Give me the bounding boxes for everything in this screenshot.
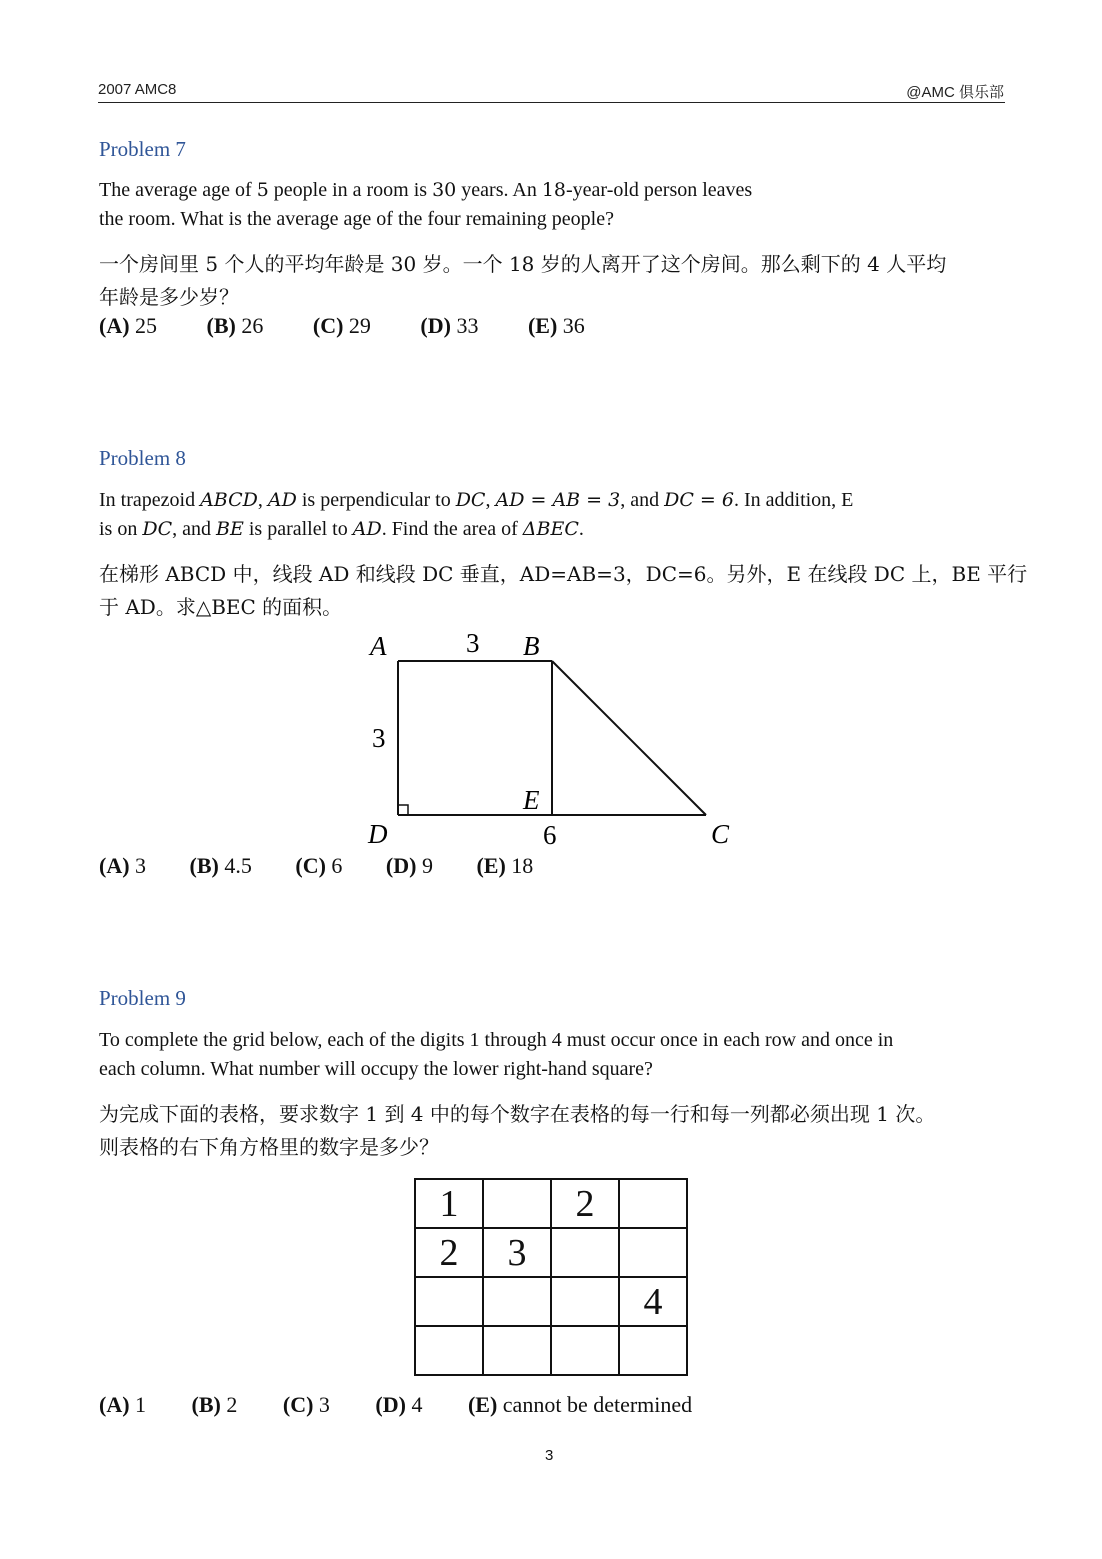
problem-text-en	[99, 176, 752, 205]
answer-choice[interactable]: (C) 29	[312, 313, 371, 338]
label-bottom-length: 6	[543, 820, 557, 850]
text-segment: ,	[257, 489, 268, 511]
header-left: 2007 AMC8	[98, 81, 177, 98]
label-B: B	[523, 631, 540, 661]
math-expr: ABCD	[200, 489, 258, 511]
problem-text-zh: 为完成下面的表格，要求数字 1 到 4 中的每个数字在表格的每一行和每一列都必须出现 1 次。	[99, 1102, 936, 1126]
answer-choice[interactable]: (E) 36	[527, 313, 585, 338]
problem-title: Problem 8	[99, 446, 186, 470]
text-segment: -year-old person leaves	[566, 179, 753, 201]
math-number: 30	[432, 179, 457, 201]
trapezoid-figure	[360, 625, 750, 855]
text-segment: . Find the area of	[381, 518, 523, 540]
problem-text-zh: 于 AD。求△BEC 的面积。	[99, 595, 343, 619]
math-number: 18	[541, 179, 567, 201]
grid-cell	[415, 1277, 483, 1326]
answer-choices	[99, 1392, 692, 1418]
math-expr: ΔBEC	[522, 518, 579, 540]
answer-choice[interactable]: (A) 3	[99, 853, 147, 878]
grid-cell: 2	[551, 1179, 619, 1228]
text-segment: , and	[172, 518, 217, 540]
math-expr: DC = 6	[664, 489, 734, 511]
answer-choice[interactable]: (B) 4.5	[189, 853, 252, 878]
grid-row	[415, 1228, 687, 1277]
grid-cell	[551, 1228, 619, 1277]
text-segment: ,	[485, 489, 496, 511]
grid-cell	[551, 1326, 619, 1375]
grid-cell	[619, 1179, 687, 1228]
answer-choice[interactable]: (D) 4	[375, 1392, 423, 1417]
label-A: A	[370, 631, 387, 661]
problem-text-en: the room. What is the average age of the four remaining people?	[99, 208, 614, 230]
grid-cell	[415, 1326, 483, 1375]
answer-choice[interactable]: (C) 6	[295, 853, 343, 878]
answer-choice[interactable]: (B) 26	[206, 313, 264, 338]
text-segment: years. An	[456, 179, 542, 201]
text-segment: is perpendicular to	[296, 489, 456, 511]
grid-row	[415, 1326, 687, 1375]
problem-text-en	[99, 515, 584, 544]
answer-choice[interactable]: (E) 18	[476, 853, 534, 878]
text-segment: The average age of	[99, 179, 257, 201]
problem-title: Problem 9	[99, 986, 186, 1010]
grid-cell: 2	[415, 1228, 483, 1277]
label-left-length: 3	[372, 723, 386, 753]
text-segment: . In addition, E	[733, 489, 854, 511]
problem-text-zh: 年龄是多少岁？	[99, 285, 239, 309]
answer-choice[interactable]: (A) 25	[99, 313, 158, 338]
right-angle-mark	[398, 805, 408, 815]
grid-cell	[619, 1228, 687, 1277]
label-C: C	[711, 819, 730, 849]
grid-cell	[551, 1277, 619, 1326]
math-number: 5	[256, 179, 269, 201]
segment-BC	[552, 661, 706, 815]
grid-cell	[483, 1179, 551, 1228]
problem-text-en: To complete the grid below, each of the digits 1 through 4 must occur once in each row and once in	[99, 1029, 894, 1051]
grid-cell: 3	[483, 1228, 551, 1277]
answer-choice[interactable]: (A) 1	[99, 1392, 147, 1417]
grid-cell	[619, 1326, 687, 1375]
answer-choice[interactable]: (E) cannot be determined	[467, 1392, 693, 1417]
problem-text-en: each column. What number will occupy the lower right-hand square?	[99, 1058, 653, 1080]
math-expr: BE	[216, 518, 244, 540]
answer-choice[interactable]: (D) 9	[385, 853, 433, 878]
answer-choice[interactable]: (D) 33	[420, 313, 479, 338]
answer-choice[interactable]: (B) 2	[191, 1392, 238, 1417]
problem-text-zh: 则表格的右下角方格里的数字是多少？	[99, 1135, 439, 1159]
page-number: 3	[545, 1447, 554, 1464]
math-expr: DC	[455, 489, 486, 511]
text-segment: is on	[99, 518, 143, 540]
problem-text-zh: 一个房间里 5 个人的平均年龄是 30 岁。一个 18 岁的人离开了这个房间。那么剩下的 4 人平均	[99, 252, 947, 276]
header-right: @AMC 俱乐部	[906, 84, 1004, 101]
label-top-length: 3	[466, 628, 480, 658]
grid-cell: 4	[619, 1277, 687, 1326]
grid-row	[415, 1179, 687, 1228]
answer-choice[interactable]: (C) 3	[282, 1392, 330, 1417]
problem-text-en	[99, 486, 853, 515]
text-segment: , and	[620, 489, 665, 511]
math-expr: DC	[142, 518, 173, 540]
answer-choices	[99, 853, 571, 879]
text-segment: In trapezoid	[99, 489, 201, 511]
grid-cell	[483, 1326, 551, 1375]
grid-cell: 1	[415, 1179, 483, 1228]
label-E: E	[523, 785, 540, 815]
math-expr: AD	[267, 489, 297, 511]
math-expr: AD	[352, 518, 382, 540]
problem-title: Problem 7	[99, 137, 186, 161]
text-segment: is parallel to	[243, 518, 353, 540]
grid-cell	[483, 1277, 551, 1326]
problem-text-zh: 在梯形 ABCD 中，线段 AD 和线段 DC 垂直，AD=AB=3，DC=6。另外，E 在线段 DC 上，BE 平行	[99, 562, 1028, 586]
text-segment: people in a room is	[268, 179, 433, 201]
text-segment: .	[578, 518, 584, 540]
digit-grid	[414, 1178, 688, 1376]
header-rule	[98, 102, 1005, 103]
answer-choices	[99, 313, 629, 339]
math-expr: AD = AB = 3	[495, 489, 621, 511]
label-D: D	[368, 819, 388, 849]
grid-row	[415, 1277, 687, 1326]
